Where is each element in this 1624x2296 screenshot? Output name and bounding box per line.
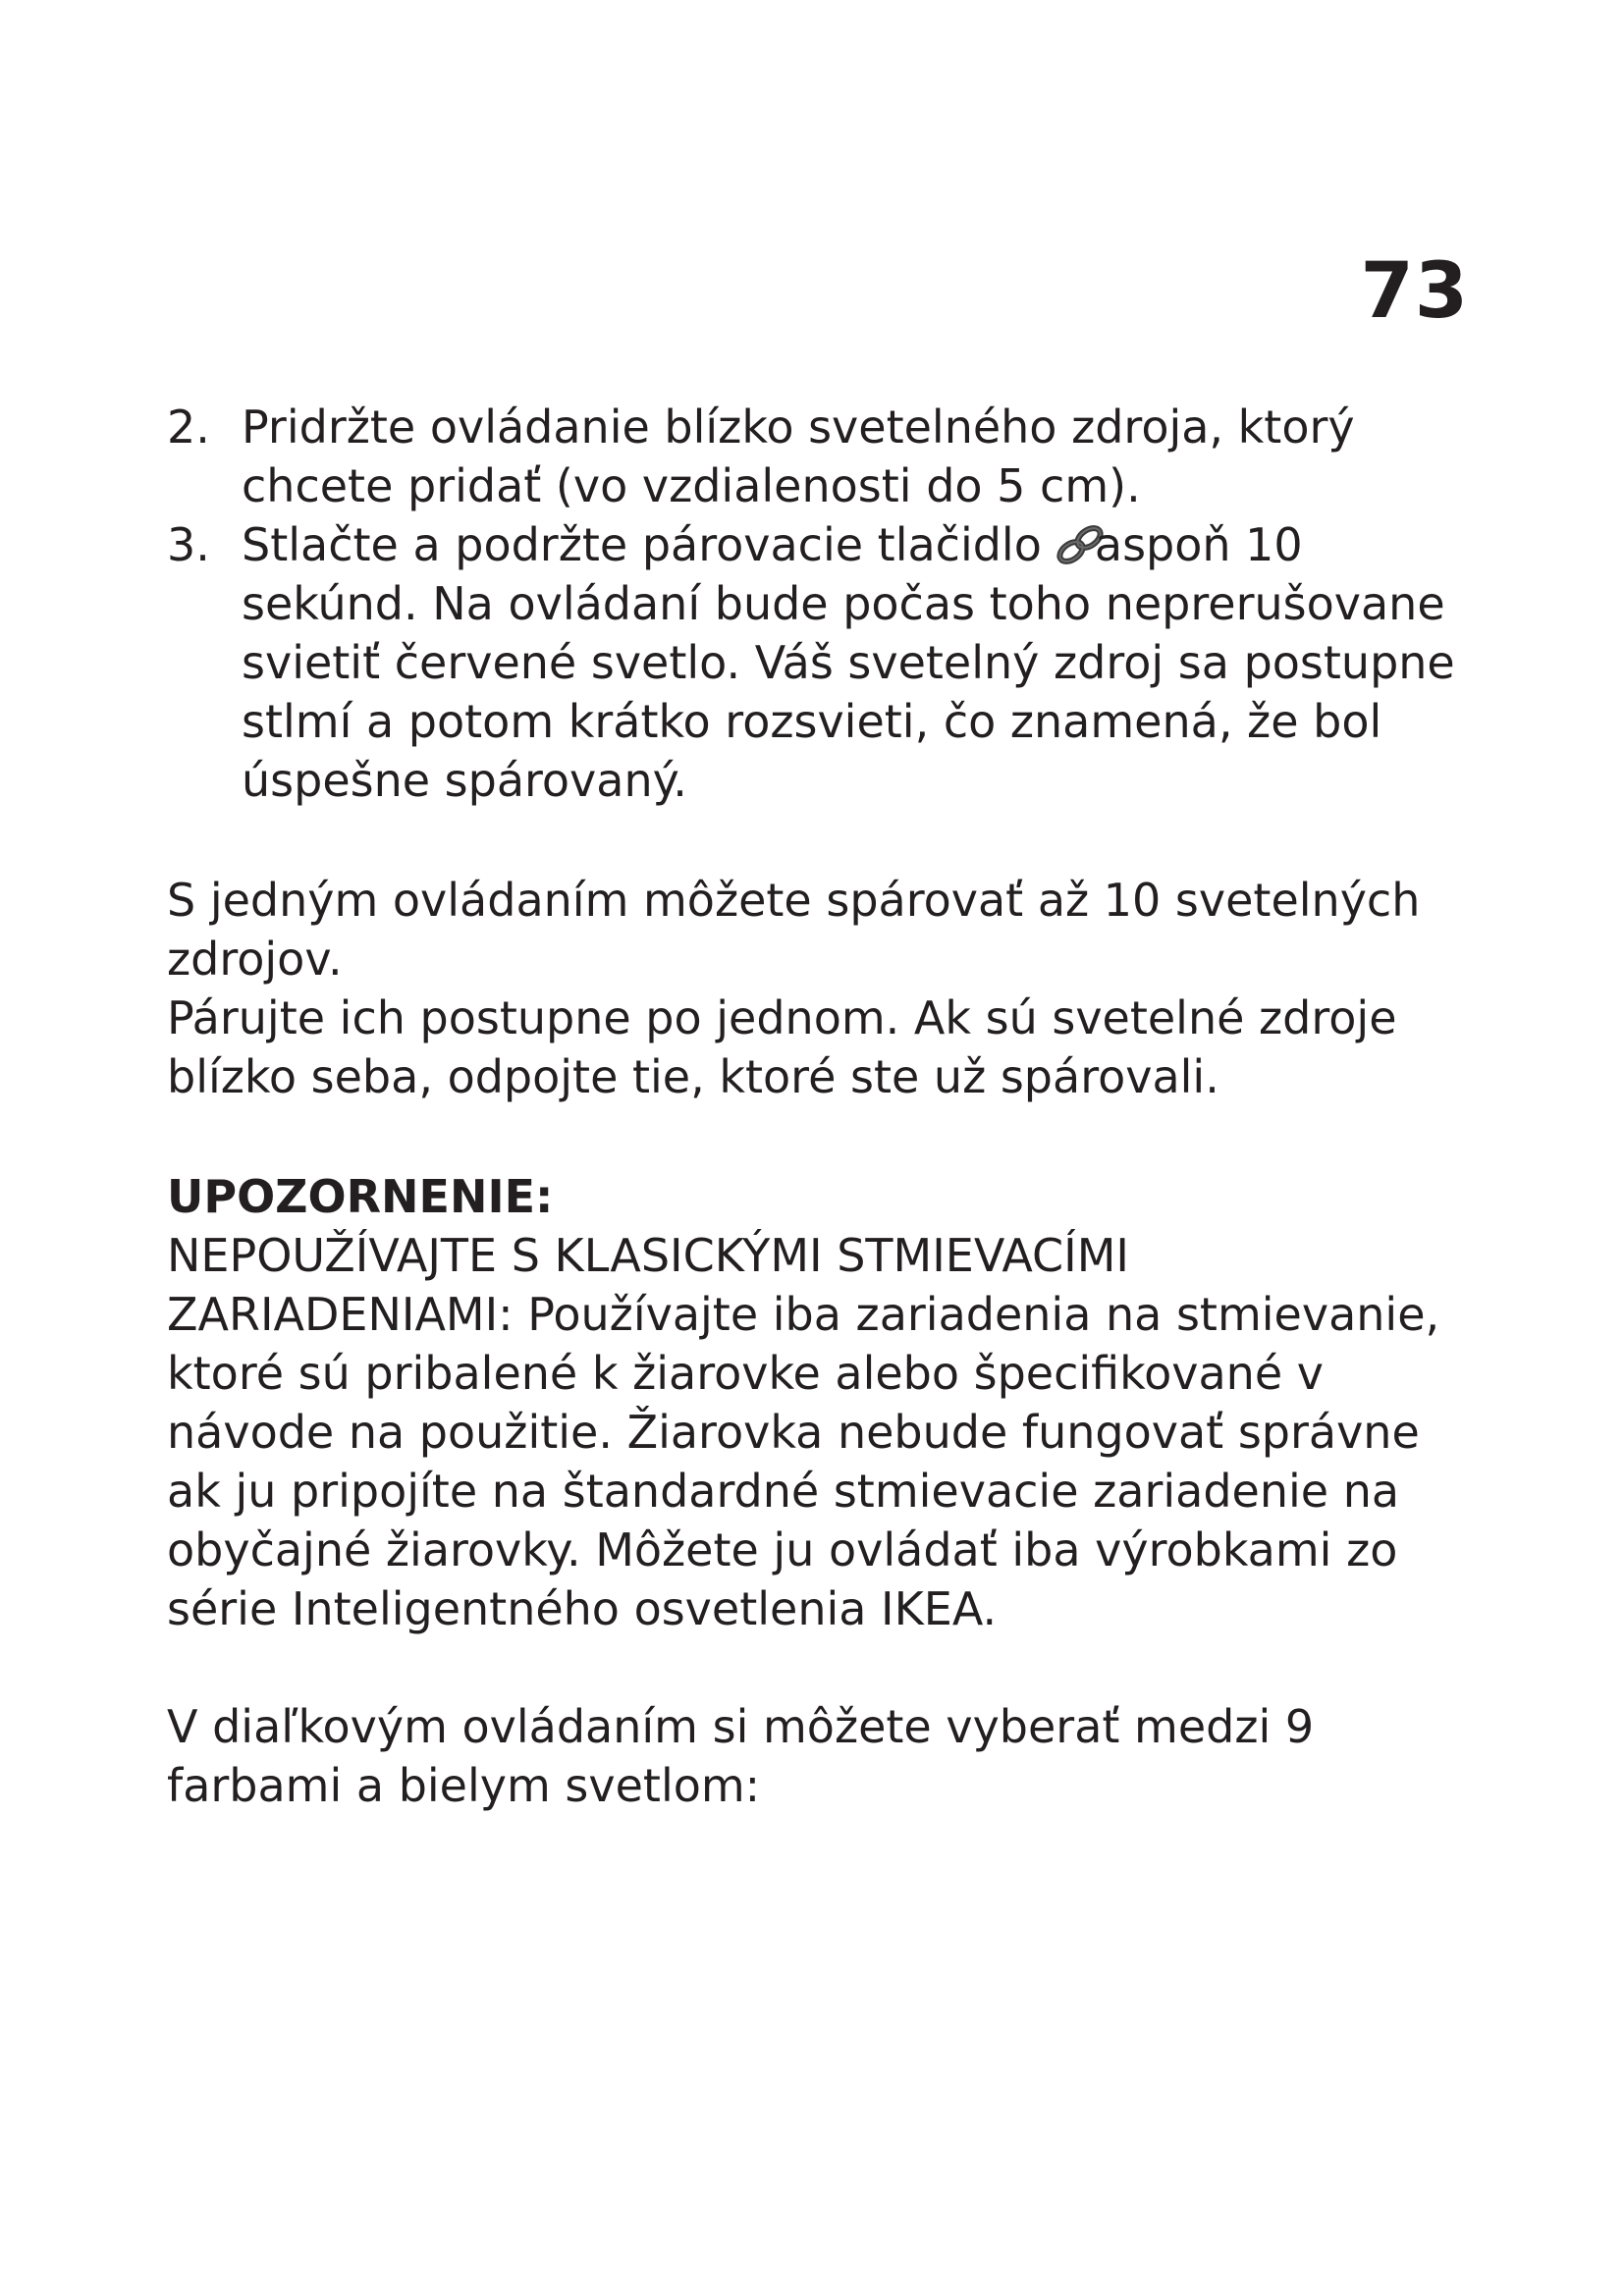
document-body	[167, 398, 1473, 1815]
step-3	[167, 515, 1473, 810]
warning-body: NEPOUŽÍVAJTE S KLASICKÝMI STMIEVACÍMI ZARIADENIAMI: Používajte iba zariadenia na stmievanie, ktoré sú pribalené k žiarovke alebo špecifikované v návode na použitie. Žiarovka nebude fungovať správne ak ju pripojíte na štandardné stmievacie zariadenie na obyčajné žiarovky. Môžete ju ovládať iba výrobkami zo série Inteligentného osvetlenia IKEA.	[167, 1229, 1440, 1635]
remote-color-text: V diaľkovým ovládaním si môžete vyberať medzi 9 farbami a bielym svetlom:	[167, 1700, 1315, 1812]
step-text-before-icon: Stlačte a podržte párovacie tlačidlo	[242, 518, 1042, 571]
step-2	[167, 398, 1473, 515]
pairing-order-text: Párujte ich postupne po jednom. Ak sú svetelné zdroje blízko seba, odpojte tie, ktoré ste už spárovali.	[167, 991, 1397, 1103]
pairing-limit-text: S jedným ovládaním môžete spárovať až 10 svetelných zdrojov.	[167, 874, 1421, 986]
page-number: 73	[1360, 247, 1469, 336]
step-text-after-icon: aspoň 10 sekúnd. Na ovládaní bude počas toho neprerušovane svietiť červené svetlo. Váš svetelný zdroj sa postupne stlmí a potom krátko rozsvieti, čo znamená, že bol úspešne spárovaný.	[242, 518, 1455, 807]
step-number: 3.	[167, 518, 210, 571]
step-text: Pridržte ovládanie blízko svetelného zdroja, ktorý chcete pridať (vo vzdialenosti do 5 cm).	[242, 400, 1355, 512]
warning-heading: UPOZORNENIE:	[167, 1170, 554, 1223]
instruction-steps	[167, 398, 1473, 810]
step-number: 2.	[167, 400, 210, 454]
